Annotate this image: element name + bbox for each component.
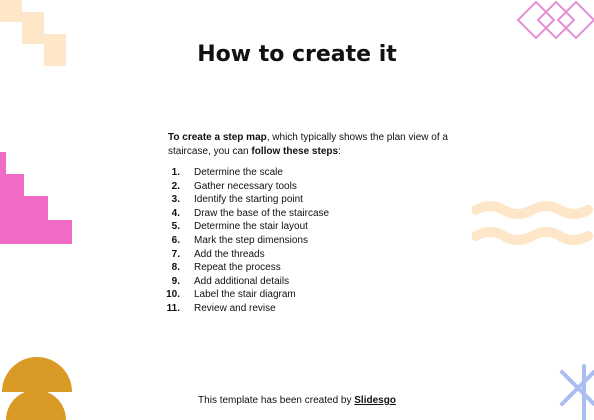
peach-waves-icon [472, 200, 594, 248]
list-item [163, 288, 329, 302]
list-item [163, 193, 329, 207]
pink-stairs-icon [0, 152, 72, 244]
slidesgo-link[interactable]: Slidesgo [354, 395, 396, 406]
step-text: Gather necessary tools [194, 180, 297, 192]
intro-end: : [338, 146, 341, 157]
footer-credit [0, 395, 594, 406]
page-title: How to create it [197, 42, 397, 67]
list-item [163, 275, 329, 289]
step-text: Add additional details [194, 275, 290, 287]
step-number: 6. [171, 234, 180, 246]
list-item [163, 220, 329, 234]
step-number: 5. [171, 221, 180, 233]
intro-tail: follow these steps [251, 146, 339, 157]
step-text: Determine the stair layout [194, 221, 308, 233]
list-item [163, 207, 329, 221]
list-item [163, 261, 329, 275]
step-text: Review and revise [194, 302, 276, 314]
intro-middle: , which typically shows the plan view of a staircase, you can [168, 132, 448, 157]
step-number: 9. [171, 275, 180, 287]
footer-prefix: This template has been created by [198, 395, 355, 406]
step-text: Add the threads [194, 248, 265, 260]
list-item [163, 166, 329, 180]
list-item [163, 302, 329, 316]
steps-list [163, 166, 329, 316]
step-text: Determine the scale [194, 167, 283, 178]
pink-diamonds-icon [516, 0, 594, 48]
intro-lead: To create a step map [168, 132, 267, 143]
step-text: Draw the base of the staircase [194, 207, 330, 219]
list-item [163, 248, 329, 262]
list-item [163, 180, 329, 194]
step-number: 10. [166, 289, 180, 301]
step-number: 3. [171, 194, 180, 206]
step-number: 7. [171, 248, 180, 260]
step-text: Label the stair diagram [194, 289, 296, 301]
step-number: 1. [171, 167, 180, 178]
step-text: Repeat the process [194, 262, 281, 274]
list-item [163, 234, 329, 248]
step-number: 2. [171, 180, 180, 192]
blue-asterisk-icon [556, 362, 594, 420]
intro-paragraph [168, 131, 448, 159]
step-text: Mark the step dimensions [194, 234, 308, 246]
step-number: 8. [171, 262, 180, 274]
step-number: 11. [166, 302, 180, 314]
step-text: Identify the starting point [194, 194, 303, 206]
step-number: 4. [171, 207, 180, 219]
mustard-semicircle-icon [0, 352, 74, 420]
